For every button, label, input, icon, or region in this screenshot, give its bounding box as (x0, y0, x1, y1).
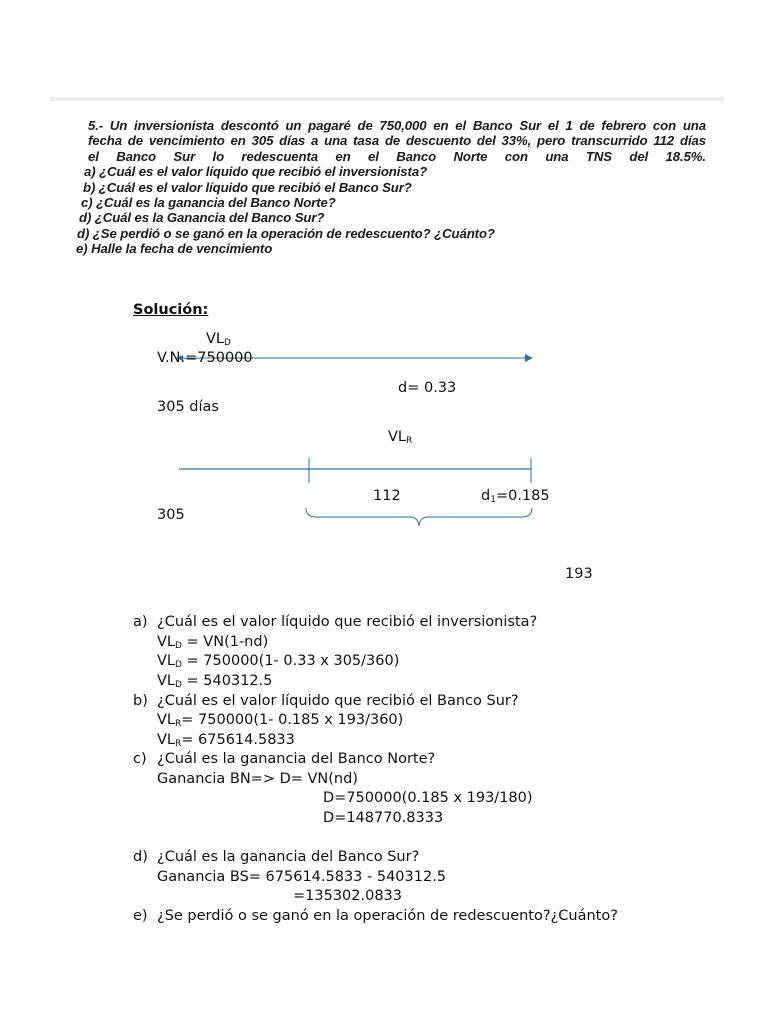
answer-d-question: ¿Cuál es la ganancia del Banco Sur? (157, 849, 420, 865)
answer-a-question: ¿Cuál es el valor líquido que recibió el inversionista? (157, 614, 538, 630)
question-c: c) ¿Cuál es la ganancia del Banco Norte? (81, 195, 336, 211)
answer-c-line-3: D=148770.8333 (323, 810, 444, 826)
answer-a-line-1: $VL_D = VN(1-nd)$ (157, 634, 269, 651)
answer-c-question: ¿Cuál es la ganancia del Banco Norte? (157, 751, 436, 767)
timeline-1-arrowhead-right (525, 354, 533, 362)
rate-d1: $d_1=0.185$ (481, 488, 550, 505)
question-d1: d) ¿Cuál es la Ganancia del Banco Sur? (79, 210, 325, 226)
question-a: a) ¿Cuál es el valor líquido que recibió el inversionista? (84, 164, 428, 180)
answer-b-line-2: $VL_R= 675614.5833$ (157, 732, 295, 749)
answer-a-letter: a) (133, 614, 148, 630)
answer-d-line-1: Ganancia BS= 675614.5833 - 540312.5 (157, 869, 447, 885)
days-193: 193 (565, 566, 593, 582)
answer-b-question: ¿Cuál es el valor líquido que recibió el Banco Sur? (157, 693, 519, 709)
days-305: 305 días (157, 399, 219, 415)
answer-a-line-3: $VL_D = 540312.5$ (157, 673, 273, 690)
answer-e-letter: e) (133, 908, 148, 924)
total-305: 305 (157, 507, 185, 523)
rate-d: d= 0.33 (398, 380, 457, 396)
answer-d-letter: d) (133, 849, 148, 865)
question-b: b) ¿Cuál es el valor líquido que recibió el Banco Sur? (83, 179, 412, 195)
question-e: e) Halle la fecha de vencimiento (76, 241, 273, 257)
answer-a-line-2: $VL_D = 750000(1-$ 0.33 x 305/360) (157, 653, 400, 670)
solution-title: Solución: (133, 302, 209, 318)
answer-c-letter: c) (133, 751, 147, 767)
answer-b-line-1: $VL_R= 750000(1-$ 0.185 x 193/360) (157, 712, 404, 729)
vn-label: V.N.=750000 (157, 350, 253, 366)
brace-193 (306, 508, 532, 526)
vl-d-label: $VL_D$ (206, 331, 231, 348)
answer-c-line-1: Ganancia BN=> D= VN(nd) (157, 771, 358, 787)
days-112: 112 (373, 488, 401, 504)
answer-c-line-2: D=750000(0.185 x 193/180) (323, 790, 533, 806)
vl-r-label: $VL_R$ (388, 429, 413, 446)
answer-d-line-2: =135302.0833 (293, 888, 403, 904)
answer-e-question: ¿Se perdió o se ganó en la operación de redescuento?¿Cuánto? (157, 908, 618, 924)
statement-line-3: el Banco Sur lo redescuenta en el Banco Norte con una TNS del 18.5%. (88, 148, 706, 164)
statement-line-2: fecha de vencimiento en 305 días a una tasa de descuento del 33%, pero transcurrido 112 días (88, 133, 706, 149)
answer-b-letter: b) (133, 693, 148, 709)
statement-line-1: 5.- Un inversionista descontó un pagaré de 750,000 en el Banco Sur el 1 de febrero con una (88, 118, 706, 133)
question-d2: d) ¿Se perdió o se ganó en la operación de redescuento? ¿Cuánto? (77, 225, 495, 241)
